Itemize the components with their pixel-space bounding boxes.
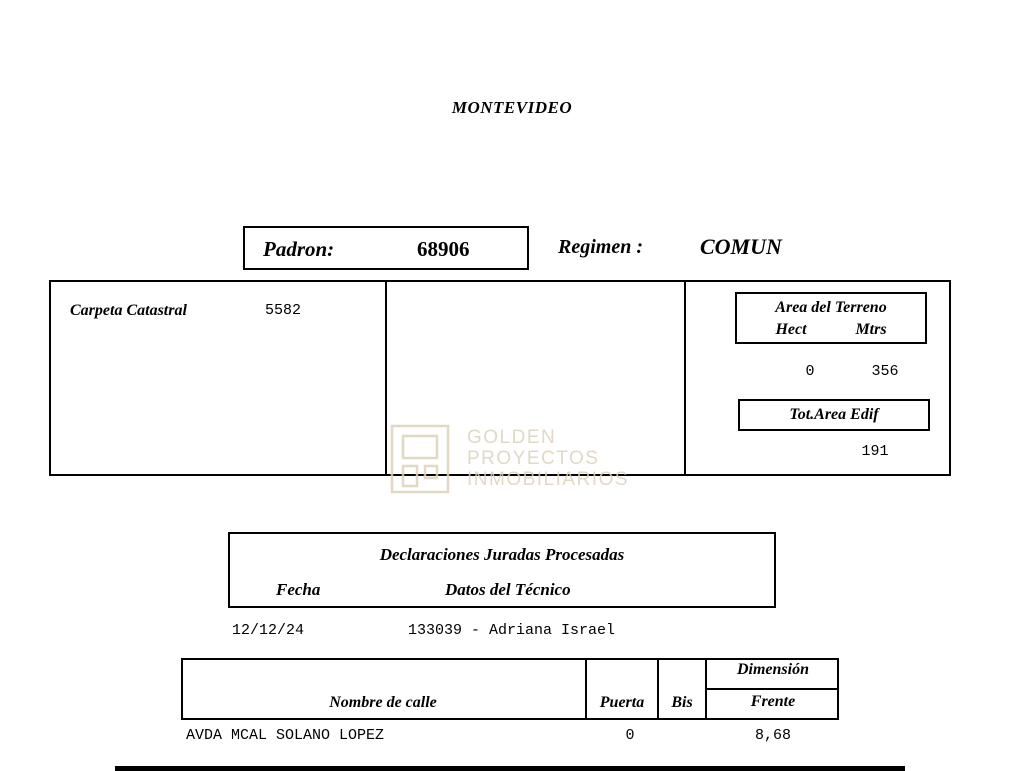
calles-puerta-header: Puerta <box>599 694 645 711</box>
declaraciones-title: Declaraciones Juradas Procesadas <box>379 545 625 564</box>
area-terreno-hect-value: 0 <box>805 363 815 380</box>
area-terreno-mtrs-value: 356 <box>871 363 899 380</box>
area-terreno-mtrs-header: Mtrs <box>855 321 887 338</box>
padron-label: Padron: <box>263 237 335 261</box>
area-terreno-columns <box>737 321 925 339</box>
declaraciones-fecha-value: 12/12/24 <box>232 622 305 639</box>
page-title: MONTEVIDEO <box>451 98 573 117</box>
calles-row-frente: 8,68 <box>754 727 791 744</box>
watermark-line-2: PROYECTOS <box>467 448 600 469</box>
tot-area-edif-box <box>738 399 930 431</box>
padron-box <box>243 226 529 270</box>
declaraciones-juradas-box <box>228 532 776 608</box>
calles-row-nombre: AVDA MCAL SOLANO LOPEZ <box>186 727 385 744</box>
watermark-line-1: GOLDEN <box>467 427 557 448</box>
watermark-line-3: INMOBILIARIOS <box>467 469 630 490</box>
area-terreno-title: Area del Terreno <box>775 299 887 316</box>
tot-area-edif-value: 191 <box>861 443 889 460</box>
calles-row-puerta: 0 <box>625 727 635 744</box>
declaraciones-fecha-header: Fecha <box>276 580 321 599</box>
carpeta-catastral-value: 5582 <box>265 302 302 319</box>
padron-value: 68906 <box>417 237 470 261</box>
cadastral-sheet <box>0 86 1024 744</box>
regimen-value: COMUN <box>700 234 782 259</box>
calles-dimension-divider <box>705 688 839 690</box>
calles-nombre-header: Nombre de calle <box>329 694 437 711</box>
carpeta-catastral-label: Carpeta Catastral <box>70 302 187 319</box>
declaraciones-tecnico-value: 133039 - Adriana Israel <box>408 622 616 639</box>
frame-divider-left <box>385 280 387 476</box>
declaraciones-tecnico-header: Datos del Técnico <box>445 580 571 599</box>
tot-area-edif-title: Tot.Area Edif <box>789 406 879 423</box>
frame-divider-right <box>684 280 686 476</box>
bottom-divider <box>115 766 905 771</box>
calles-bis-header: Bis <box>671 694 693 711</box>
calles-frente-header: Frente <box>750 693 796 710</box>
area-terreno-box <box>735 292 927 344</box>
regimen-label: Regimen : <box>558 236 643 258</box>
calles-dimension-header: Dimensión <box>736 661 809 678</box>
area-terreno-hect-header: Hect <box>775 321 807 338</box>
